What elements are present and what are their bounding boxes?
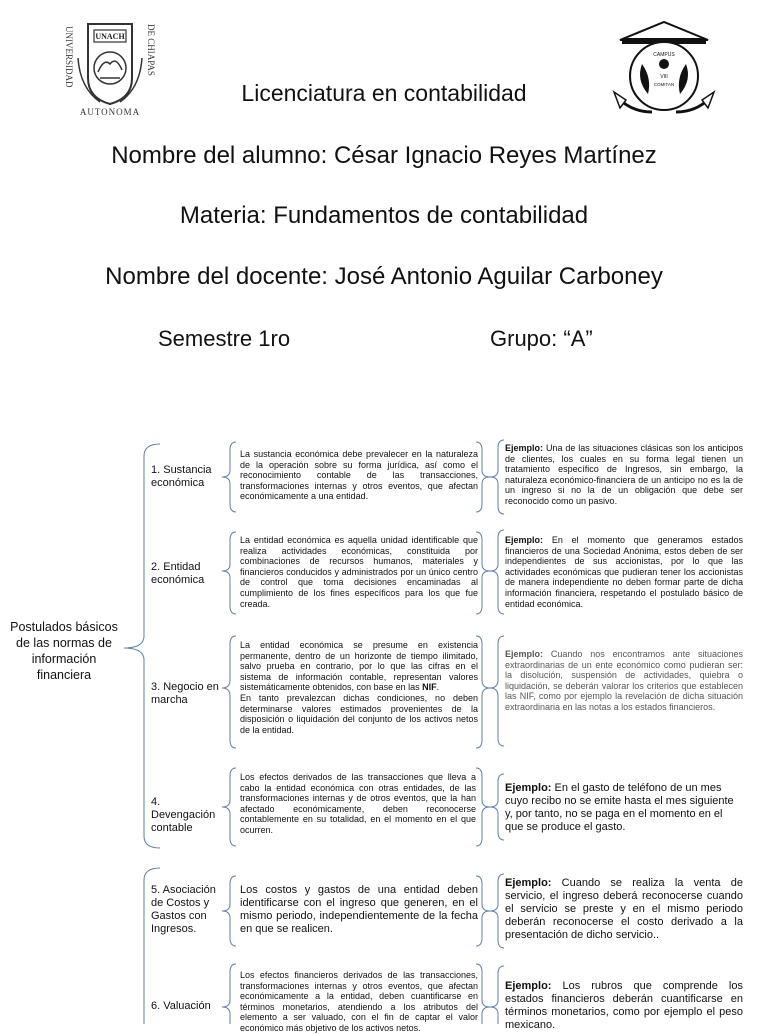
item-2-desc: La entidad económica es aquella unidad identificable que realiza actividades económicas, constituida por combinaciones de recursos humanos, materiales y financieros conducidos y administrados por un único centro de control que toma decisiones encaminadas al cumplimiento de los fines específicos para los que fue creada.	[240, 535, 478, 609]
item-3-name: 3. Negocio en marcha	[151, 681, 219, 706]
item-5-example	[505, 877, 743, 942]
example-text: Una de las situaciones clásicas son los anticipos de clientes, los cuales en su forma legal tienen un tratamiento específico de Ingresos, sin embargo, la naturaleza económico-financiera de un anticipo no es la de un ingreso si no la de un obligación que debe ser reconocido como un pasivo.	[505, 443, 743, 506]
desc-text: La entidad económica se presume en existencia permanente, dentro de un horizonte de tiempo ilimitado, salvo prueba en contrario, por lo que las cifras en el sistema de información contable, representan valores sistemáticamente obtenidos, con base en las	[240, 640, 478, 693]
item-6-name: 6. Valuación	[151, 1000, 211, 1012]
item-4-desc: Los efectos derivados de las transacciones que lleva a cabo la entidad económica con otras entidades, de las transformaciones internas y de otros eventos, que la han afectado económicamente, deben reconocerse contablemente en su totalidad, en el momento en el que ocurren.	[240, 772, 476, 835]
logo-text-right: DE CHIAPAS	[146, 24, 156, 76]
nif-bold: NIF	[422, 682, 437, 693]
example-text: Los rubros que comprende los estados financieros deberán cuantificarse en términos monetarios, como por ejemplo el peso mexicano.	[505, 980, 743, 1031]
logo-text-bottom: AUTONOMA	[79, 107, 141, 117]
career-title: Licenciatura en contabilidad	[241, 80, 527, 106]
item-4-example	[505, 782, 743, 834]
desc-end: .	[436, 682, 440, 693]
item-5-desc: Los costos y gastos de una entidad deben identificarse con el ingreso que generen, en el mismo periodo, independientemente de la fecha en que se realicen.	[240, 884, 478, 935]
item-3-example	[505, 649, 743, 713]
item-2-example	[505, 535, 743, 609]
example-text: En el gasto de teléfono de un mes cuyo recibo no se emite hasta el mes siguiente y, por tanto, no se paga en el momento en el que se produce el gasto.	[505, 782, 734, 833]
example-text: En el momento que generamos estados financieros de una Sociedad Anónima, estos deben de ser independientes de sus accionistas, por lo que las actividades económicas que pudieran tener los accionistas de manera independiente no deben formar parte de dicha información financiera, respetando el postulado básico de entidad económica.	[505, 535, 743, 609]
example-label: Ejemplo:	[505, 877, 552, 889]
teacher-name: Nombre del docente: José Antonio Aguilar Carboney	[105, 263, 663, 290]
campus-label: CAMPUS	[653, 52, 675, 58]
subject-name: Materia: Fundamentos de contabilidad	[179, 202, 589, 229]
student-name: Nombre del alumno: César Ignacio Reyes Martínez	[111, 142, 657, 169]
item-1-name: 1. Sustancia económica	[151, 464, 212, 489]
semester: Semestre 1ro	[158, 326, 291, 351]
group: Grupo: “A”	[490, 326, 593, 351]
example-label: Ejemplo:	[505, 649, 544, 659]
item-1-example	[505, 443, 743, 507]
example-text: Cuando nos encontramos ante situaciones extraordinarias de un ente económico como pudieran ser: la disolución, suspensión de actividades, quiebra o liquidación, se deberán valorar los criterios que establecen las NIF, como por ejemplo la revelación de dicha situación extraordinaria en las notas a los estados financieros.	[505, 649, 743, 712]
desc-text-2: En tanto prevalezcan dichas condiciones, no deben determinarse valores estimados provenientes de la disposición o liquidación del conjunto de los activos netos de la entidad.	[240, 692, 478, 735]
item-6-example	[505, 980, 743, 1032]
diagram-root: Postulados básicos de las normas de información financiera	[10, 620, 118, 682]
campus-city: COMITAN	[653, 82, 675, 87]
item-3-desc	[240, 640, 478, 735]
item-1-desc: La sustancia económica debe prevalecer en la naturaleza de la operación sobre su forma jurídica, así como el reconocimiento contable de las transacciones, transformaciones internas y otros eventos, que afectan económicamente a una entidad.	[240, 449, 478, 502]
example-label: Ejemplo:	[505, 535, 544, 545]
logo-badge: UNACH	[95, 32, 125, 41]
example-label: Ejemplo:	[505, 443, 544, 453]
item-2-name: 2. Entidad económica	[151, 561, 205, 586]
item-4-name: 4. Devengación contable	[151, 796, 216, 834]
logo-text-left: UNIVERSIDAD	[64, 26, 74, 88]
example-label: Ejemplo:	[505, 782, 552, 794]
item-5-name: 5. Asociación de Costos y Gastos con Ingresos.	[151, 884, 216, 935]
campus-number: VIII	[660, 74, 668, 80]
example-text: Cuando se realiza la venta de servicio, el ingreso deberá reconocerse cuando el servicio se preste y en el mismo periodo deberán reconocerse el costo derivado a la presentación de dicho servicio..	[505, 877, 743, 941]
example-label: Ejemplo:	[505, 980, 552, 992]
item-6-desc: Los efectos financieros derivados de las transacciones, transformaciones internas y otros eventos, que afectan económicamente a la entidad, deben cuantificarse en términos monetarios, atendiendo a los atributos del elemento a ser valuado, con el fin de captar el valor económico más objetivo de los activos netos.	[240, 970, 478, 1033]
